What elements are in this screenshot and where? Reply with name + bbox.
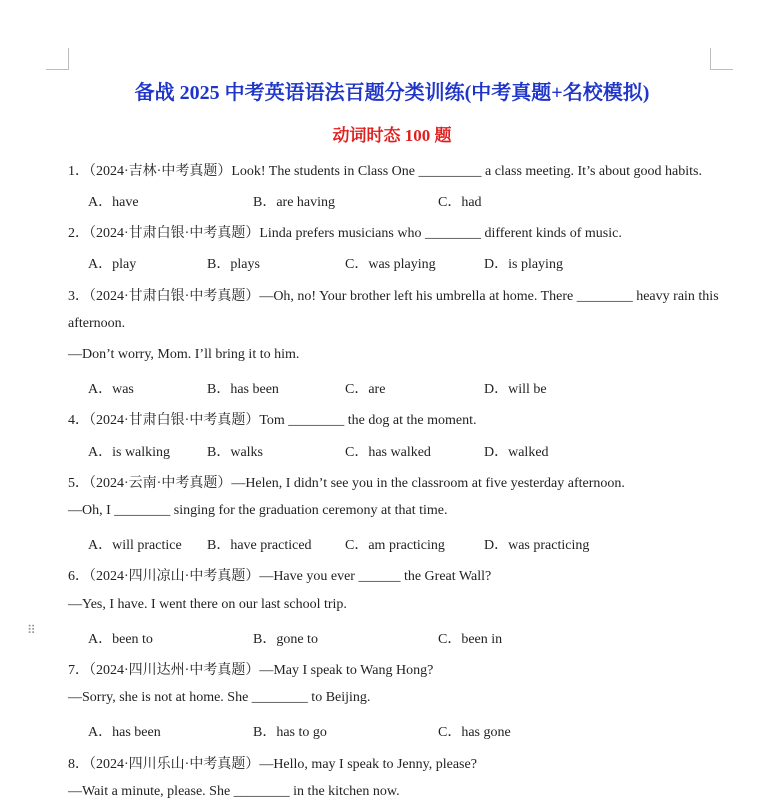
option-c: C．are <box>345 382 386 397</box>
option-c: C．has walked <box>345 445 431 460</box>
option-a: A．was <box>88 382 134 397</box>
option-b: B．walks <box>207 445 263 460</box>
question-stem: 8．（2024·四川乐山·中考真题）—Hello, may I speak to Jenny, please? <box>68 757 477 772</box>
question-stem: 4．（2024·甘肃白银·中考真题）Tom ________ the dog at the moment. <box>68 413 477 428</box>
page-corner-mark-top-left <box>46 69 69 70</box>
question-stem-continued: afternoon. <box>68 316 126 331</box>
drag-handle-icon[interactable]: ⠿ <box>27 623 37 637</box>
dialog-line: —Sorry, she is not at home. She ________ to Beijing. <box>68 690 371 705</box>
page-corner-mark-top-left <box>68 48 69 69</box>
question-stem: 5．（2024·云南·中考真题）—Helen, I didn’t see you in the classroom at five yesterday afternoon. <box>68 476 625 491</box>
option-d: D．will be <box>484 382 547 397</box>
option-a: A．will practice <box>88 538 182 553</box>
question-stem: 3．（2024·甘肃白银·中考真题）—Oh, no! Your brother left his umbrella at home. There ________ heavy rain this <box>68 289 719 304</box>
option-a: A．have <box>88 195 139 210</box>
question-stem: 6．（2024·四川凉山·中考真题）—Have you ever ______ the Great Wall? <box>68 569 492 584</box>
dialog-line: —Oh, I ________ singing for the graduation ceremony at that time. <box>68 503 448 518</box>
option-b: B．plays <box>207 257 260 272</box>
page-corner-mark-top-right <box>710 69 733 70</box>
option-c: C．been in <box>438 632 503 647</box>
dialog-line: —Don’t worry, Mom. I’ll bring it to him. <box>68 347 300 362</box>
option-c: C．was playing <box>345 257 436 272</box>
option-b: B．have practiced <box>207 538 312 553</box>
option-b: B．gone to <box>253 632 318 647</box>
option-a: A．been to <box>88 632 153 647</box>
option-d: D．is playing <box>484 257 563 272</box>
page-corner-mark-top-right <box>710 48 711 69</box>
question-stem: 2．（2024·甘肃白银·中考真题）Linda prefers musicians who ________ different kinds of music. <box>68 226 622 241</box>
option-a: A．is walking <box>88 445 171 460</box>
option-c: C．had <box>438 195 482 210</box>
dialog-line: —Yes, I have. I went there on our last school trip. <box>68 597 347 612</box>
option-d: D．walked <box>484 445 549 460</box>
option-d: D．was practicing <box>484 538 590 553</box>
option-c: C．has gone <box>438 725 511 740</box>
document-subtitle: 动词时态 100 题 <box>332 126 452 145</box>
option-b: B．has been <box>207 382 279 397</box>
option-a: A．has been <box>88 725 161 740</box>
question-stem: 1．（2024·吉林·中考真题）Look! The students in Class One _________ a class meeting. It’s about good habits. <box>68 164 702 179</box>
option-b: B．has to go <box>253 725 327 740</box>
document-title: 备战 2025 中考英语语法百题分类训练(中考真题+名校模拟) <box>134 82 650 104</box>
option-c: C．am practicing <box>345 538 445 553</box>
option-a: A．play <box>88 257 137 272</box>
option-b: B．are having <box>253 195 336 210</box>
question-stem: 7．（2024·四川达州·中考真题）—May I speak to Wang Hong? <box>68 663 434 678</box>
dialog-line: —Wait a minute, please. She ________ in the kitchen now. <box>68 784 400 799</box>
